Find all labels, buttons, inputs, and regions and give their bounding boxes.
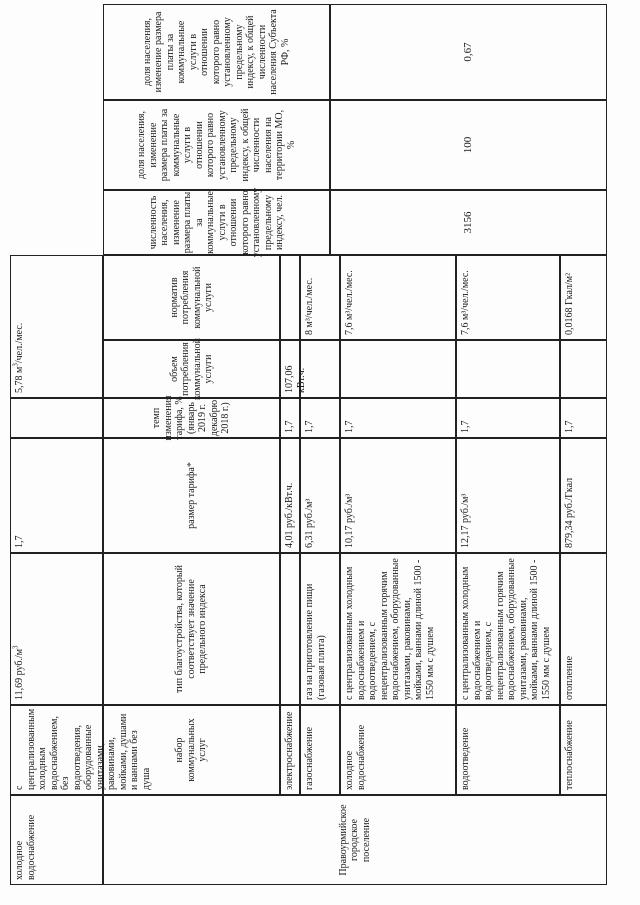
pop-share-mo-value: 100 xyxy=(330,100,607,190)
row-3-volume xyxy=(456,340,560,398)
row-4-norm: 0,0168 Гкал/м² xyxy=(560,255,607,340)
row-0-norm xyxy=(280,255,300,340)
row-4-type: отопление xyxy=(560,553,607,705)
header-type: тип благоустройства, который соответствует значение предельного индекса xyxy=(103,553,280,705)
top-service-cell: холодное водоснабжение xyxy=(10,795,103,885)
row-1-tariff: 6,31 руб./м³ xyxy=(300,438,340,553)
row-2-service: холодное водоснабжение xyxy=(340,705,456,795)
row-1-norm: 8 м³/чел./мес. xyxy=(300,255,340,340)
row-3-service: водоотведение xyxy=(456,705,560,795)
header-pop-share-mo: доля населения, изменение размера платы за коммунальные услуги в отношении которого равно установленному предельному индексу, к общей численности населения на территории МО, % xyxy=(103,100,330,190)
top-tariff-cell: 11,69 $руб./м^3$ xyxy=(10,553,103,705)
top-type-cell: с централизованным холодным водоснабжением, без водоотведения, оборудованные унитазами, раковинами, мойками, душами и ваннами без душа xyxy=(10,705,103,795)
header-rate: темп изменения тарифа, % (январь 2019 г. декабрю 2018 г.) xyxy=(103,398,280,438)
row-2-type: с централизованным холодным водоснабжением и водоотведением, с нецентрализованным горячим водоснабжением, оборудованные унитазами, раковинами, мойками, ваннами длиной 1500 - 1550 мм с душем xyxy=(340,553,456,705)
settlement-cell: Правоурмийское городское поселение xyxy=(103,795,607,885)
header-norm: норматив потребления коммунальной услуги xyxy=(103,255,280,340)
row-4-volume xyxy=(560,340,607,398)
row-3-norm: 7,6 м³/чел./мес. xyxy=(456,255,560,340)
header-pop-count: численность населения, изменение размера платы за коммунальные услуги в отношении которого равно установленному предельному индексу, чел. xyxy=(103,190,330,255)
top-volume-cell xyxy=(10,398,103,438)
row-2-norm: 7,6 м³/чел./мес. xyxy=(340,255,456,340)
row-0-volume: 107,06 кВт.ч. xyxy=(280,340,300,398)
pop-count-value: 3156 xyxy=(330,190,607,255)
row-1-type: газ на приготовление пищи (газовая плита) xyxy=(300,553,340,705)
row-3-tariff: 12,17 руб./м³ xyxy=(456,438,560,553)
row-2-volume xyxy=(340,340,456,398)
top-norm-cell: 5,78 $м^3/чел$./мес. xyxy=(10,255,103,398)
row-3-type: с централизованным холодным водоснабжением и водоотведением, с нецентрализованным горячим водоснабжением, оборудованные унитазами, раковинами, мойками, ваннами длиной 1500 - 1550 мм с душем xyxy=(456,553,560,705)
row-4-rate: 1,7 xyxy=(560,398,607,438)
row-0-service: электроснабжение xyxy=(280,705,300,795)
row-4-tariff: 879,34 руб./Гкал xyxy=(560,438,607,553)
row-0-tariff: 4,01 руб./кВт.ч. xyxy=(280,438,300,553)
header-tariff: размер тарифа* xyxy=(103,438,280,553)
pop-share-region-value: 0,67 xyxy=(330,4,607,100)
row-2-rate: 1,7 xyxy=(340,398,456,438)
header-service: набор коммунальных услуг xyxy=(103,705,280,795)
row-1-rate: 1,7 xyxy=(300,398,340,438)
row-3-rate: 1,7 xyxy=(456,398,560,438)
row-4-service: теплоснабжение xyxy=(560,705,607,795)
header-pop-share-region: доля населения, изменение размера платы за коммунальные услуги в отношении которого равно установленному предельному индексу, к общей численности населения Субъекта РФ, % xyxy=(103,4,330,100)
row-2-tariff: 10,17 руб./м³ xyxy=(340,438,456,553)
header-volume: объем потребления коммунальной услуги xyxy=(103,340,280,398)
row-0-rate: 1,7 xyxy=(280,398,300,438)
top-rate-cell: 1,7 xyxy=(10,438,103,553)
row-0-type xyxy=(280,553,300,705)
row-1-service: газоснабжение xyxy=(300,705,340,795)
row-1-volume xyxy=(300,340,340,398)
